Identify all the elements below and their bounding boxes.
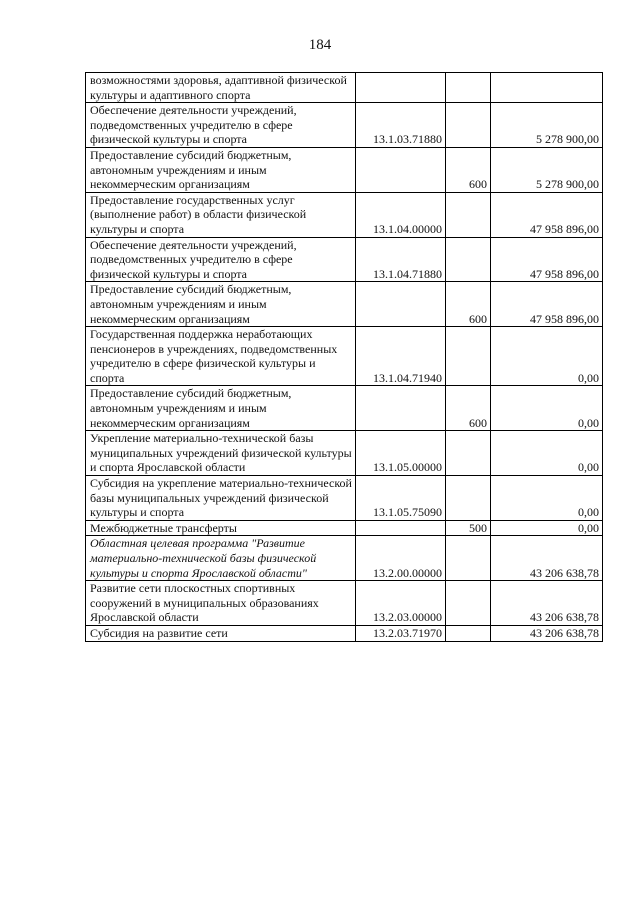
code-cell <box>356 147 446 192</box>
table-row <box>86 147 603 192</box>
table-row <box>86 73 603 103</box>
name-cell: Укрепление материально-технической базы муниципальных учреждений физической культуры и спорта Ярославской области <box>86 431 356 476</box>
code-cell: 13.1.04.71940 <box>356 327 446 386</box>
expense-type-cell <box>446 327 491 386</box>
name-cell: возможностями здоровья, адаптивной физической культуры и адаптивного спорта <box>86 73 356 103</box>
name-cell: Предоставление субсидий бюджетным, автономным учреждениям и иным некоммерческим организациям <box>86 282 356 327</box>
expense-type-cell <box>446 237 491 282</box>
expense-type-cell <box>446 73 491 103</box>
name-cell: Обеспечение деятельности учреждений, подведомственных учредителю в сфере физической культуры и спорта <box>86 103 356 148</box>
table-row <box>86 581 603 626</box>
expense-type-cell <box>446 476 491 521</box>
table-row <box>86 327 603 386</box>
table-row <box>86 625 603 641</box>
table-row <box>86 237 603 282</box>
budget-table <box>85 72 603 642</box>
amount-cell <box>491 73 603 103</box>
amount-cell: 47 958 896,00 <box>491 192 603 237</box>
expense-type-cell <box>446 103 491 148</box>
amount-cell: 0,00 <box>491 476 603 521</box>
code-cell: 13.2.03.71970 <box>356 625 446 641</box>
amount-cell: 47 958 896,00 <box>491 282 603 327</box>
amount-cell: 5 278 900,00 <box>491 147 603 192</box>
table-row <box>86 103 603 148</box>
code-cell: 13.1.05.00000 <box>356 431 446 476</box>
code-cell: 13.1.04.71880 <box>356 237 446 282</box>
code-cell: 13.1.03.71880 <box>356 103 446 148</box>
code-cell: 13.1.05.75090 <box>356 476 446 521</box>
amount-cell: 43 206 638,78 <box>491 536 603 581</box>
amount-cell: 0,00 <box>491 431 603 476</box>
table-row <box>86 431 603 476</box>
name-cell: Развитие сети плоскостных спортивных сооружений в муниципальных образованиях Ярославской области <box>86 581 356 626</box>
name-cell: Предоставление субсидий бюджетным, автономным учреждениям и иным некоммерческим организациям <box>86 386 356 431</box>
expense-type-cell: 600 <box>446 147 491 192</box>
name-cell: Субсидия на укрепление материально-технической базы муниципальных учреждений физической культуры и спорта <box>86 476 356 521</box>
code-cell <box>356 282 446 327</box>
table-row <box>86 536 603 581</box>
amount-cell: 0,00 <box>491 327 603 386</box>
page-number: 184 <box>308 37 332 53</box>
amount-cell: 0,00 <box>491 520 603 536</box>
name-cell: Субсидия на развитие сети <box>86 625 356 641</box>
table-row <box>86 476 603 521</box>
amount-cell: 5 278 900,00 <box>491 103 603 148</box>
code-cell: 13.2.00.00000 <box>356 536 446 581</box>
table-row <box>86 192 603 237</box>
expense-type-cell: 600 <box>446 386 491 431</box>
expense-type-cell <box>446 581 491 626</box>
code-cell <box>356 73 446 103</box>
amount-cell: 43 206 638,78 <box>491 625 603 641</box>
table-row <box>86 386 603 431</box>
name-cell: Предоставление субсидий бюджетным, автономным учреждениям и иным некоммерческим организациям <box>86 147 356 192</box>
expense-type-cell <box>446 192 491 237</box>
amount-cell: 0,00 <box>491 386 603 431</box>
name-cell: Обеспечение деятельности учреждений, подведомственных учредителю в сфере физической культуры и спорта <box>86 237 356 282</box>
table-row <box>86 282 603 327</box>
amount-cell: 43 206 638,78 <box>491 581 603 626</box>
name-cell: Государственная поддержка неработающих пенсионеров в учреждениях, подведомственных учредителю в сфере физической культуры и спорта <box>86 327 356 386</box>
expense-type-cell <box>446 431 491 476</box>
amount-cell: 47 958 896,00 <box>491 237 603 282</box>
code-cell: 13.1.04.00000 <box>356 192 446 237</box>
expense-type-cell <box>446 625 491 641</box>
code-cell <box>356 520 446 536</box>
expense-type-cell: 600 <box>446 282 491 327</box>
name-cell: Межбюджетные трансферты <box>86 520 356 536</box>
expense-type-cell: 500 <box>446 520 491 536</box>
code-cell: 13.2.03.00000 <box>356 581 446 626</box>
name-cell: Предоставление государственных услуг (выполнение работ) в области физической культуры и спорта <box>86 192 356 237</box>
expense-type-cell <box>446 536 491 581</box>
code-cell <box>356 386 446 431</box>
table-row <box>86 520 603 536</box>
name-cell: Областная целевая программа "Развитие материально-технической базы физической культуры и спорта Ярославской области" <box>86 536 356 581</box>
